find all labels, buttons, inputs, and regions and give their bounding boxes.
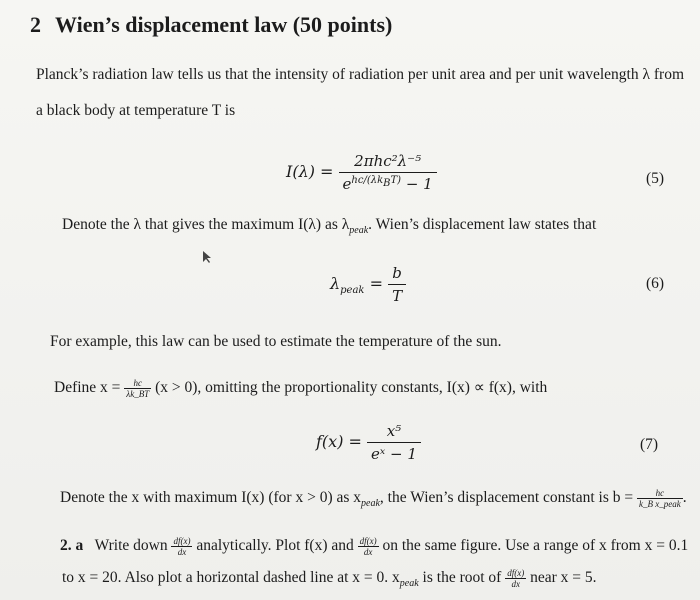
denote1-post: . Wien’s displacement law states that [368, 216, 597, 233]
denote1-sub: peak [349, 225, 369, 237]
eq5-den-exp-sub: B [383, 178, 391, 189]
equation-7-number: (7) [640, 436, 659, 453]
eq7-fraction [367, 422, 421, 463]
mouse-cursor-icon [200, 250, 214, 264]
denote-lambda-peak-line [62, 216, 596, 236]
define-pre: Define x = [54, 379, 121, 397]
eq7-numerator: x⁵ [386, 422, 402, 440]
denote2-pre: Denote the x with maximum I(x) (for x > 0) as x [60, 489, 362, 507]
task-derivative-3 [505, 568, 526, 589]
eq5-den-base: e [342, 175, 352, 193]
task-2a-line-2 [62, 568, 597, 589]
eq5-denominator [339, 172, 437, 193]
equation-6-number: (6) [646, 275, 665, 292]
denote2-sub: peak [361, 498, 380, 510]
define-fraction [124, 378, 151, 399]
denote2-post: , the Wien’s displacement constant is b = [379, 489, 634, 507]
eq5-fraction [339, 152, 437, 193]
eq5-lhs: I(λ) = [286, 162, 334, 181]
section-number: 2 [30, 12, 41, 37]
eq6-fraction [388, 264, 406, 305]
denote1-pre: Denote the λ that gives the maximum I(λ) as λ [62, 216, 350, 233]
denote2-frac-den: k_B x_peak [639, 499, 681, 509]
denote2-fraction [637, 488, 683, 509]
task-derivative-1 [171, 536, 192, 557]
task-deriv2-den: dx [358, 546, 379, 557]
equation-6 [330, 264, 406, 305]
example-line: For example, this law can be used to estimate the temperature of the sun. [50, 333, 502, 350]
eq7-denominator: eˣ − 1 [367, 442, 421, 463]
task-deriv1-den: dx [171, 546, 192, 557]
task-line1-post: on the same figure. Use a range of x from x = 0.1 [382, 537, 689, 555]
eq5-den-exp-tail: T) [390, 175, 402, 186]
eq6-lambda: λ [330, 274, 341, 293]
define-frac-den: λk_BT [126, 389, 150, 399]
eq5-numerator: 2πhc²λ⁻⁵ [354, 152, 422, 170]
task-deriv2-num: df(x) [359, 536, 377, 546]
task-deriv3-den: dx [505, 578, 526, 589]
equation-5 [286, 152, 437, 193]
task-line1-pre: Write down [94, 537, 168, 555]
task-line2-sub: peak [399, 578, 419, 590]
task-line2-pre: to x = 20. Also plot a horizontal dashed line at x = 0. x [62, 569, 400, 587]
denote2-end: . [682, 489, 687, 507]
task-line2-post: near x = 5. [530, 569, 597, 587]
equation-5-number: (5) [646, 170, 665, 187]
eq6-denominator: T [388, 284, 406, 305]
section-heading [30, 12, 392, 38]
section-title: Wien’s displacement law (50 points) [55, 12, 393, 37]
equation-7 [316, 422, 421, 463]
task-deriv1-num: df(x) [173, 536, 191, 546]
task-line1-mid: analytically. Plot f(x) and [196, 537, 354, 555]
denote-x-peak-line [60, 488, 687, 509]
intro-line-1: Planck’s radiation law tells us that the intensity of radiation per unit area and per unit wavelength λ from [36, 66, 685, 83]
denote2-frac-num: hc [655, 488, 665, 498]
eq6-lhs [330, 274, 365, 297]
task-deriv3-num: df(x) [507, 568, 525, 578]
task-derivative-2 [358, 536, 379, 557]
eq6-equals: = [364, 274, 383, 293]
eq6-numerator: b [392, 264, 402, 282]
define-frac-num: hc [133, 378, 142, 388]
define-post: (x > 0), omitting the proportionality constants, I(x) ∝ f(x), with [155, 379, 548, 397]
task-2a-line-1 [60, 536, 688, 557]
intro-line-2: a black body at temperature T is [36, 102, 236, 119]
eq5-den-tail: − 1 [401, 175, 433, 193]
task-label: 2. a [60, 537, 84, 555]
eq7-lhs: f(x) = [316, 432, 362, 451]
eq6-lhs-sub: peak [340, 285, 365, 297]
eq5-den-exp: hc/(λk [351, 175, 384, 186]
task-line2-mid: is the root of [422, 569, 502, 587]
define-x-line [54, 378, 547, 399]
